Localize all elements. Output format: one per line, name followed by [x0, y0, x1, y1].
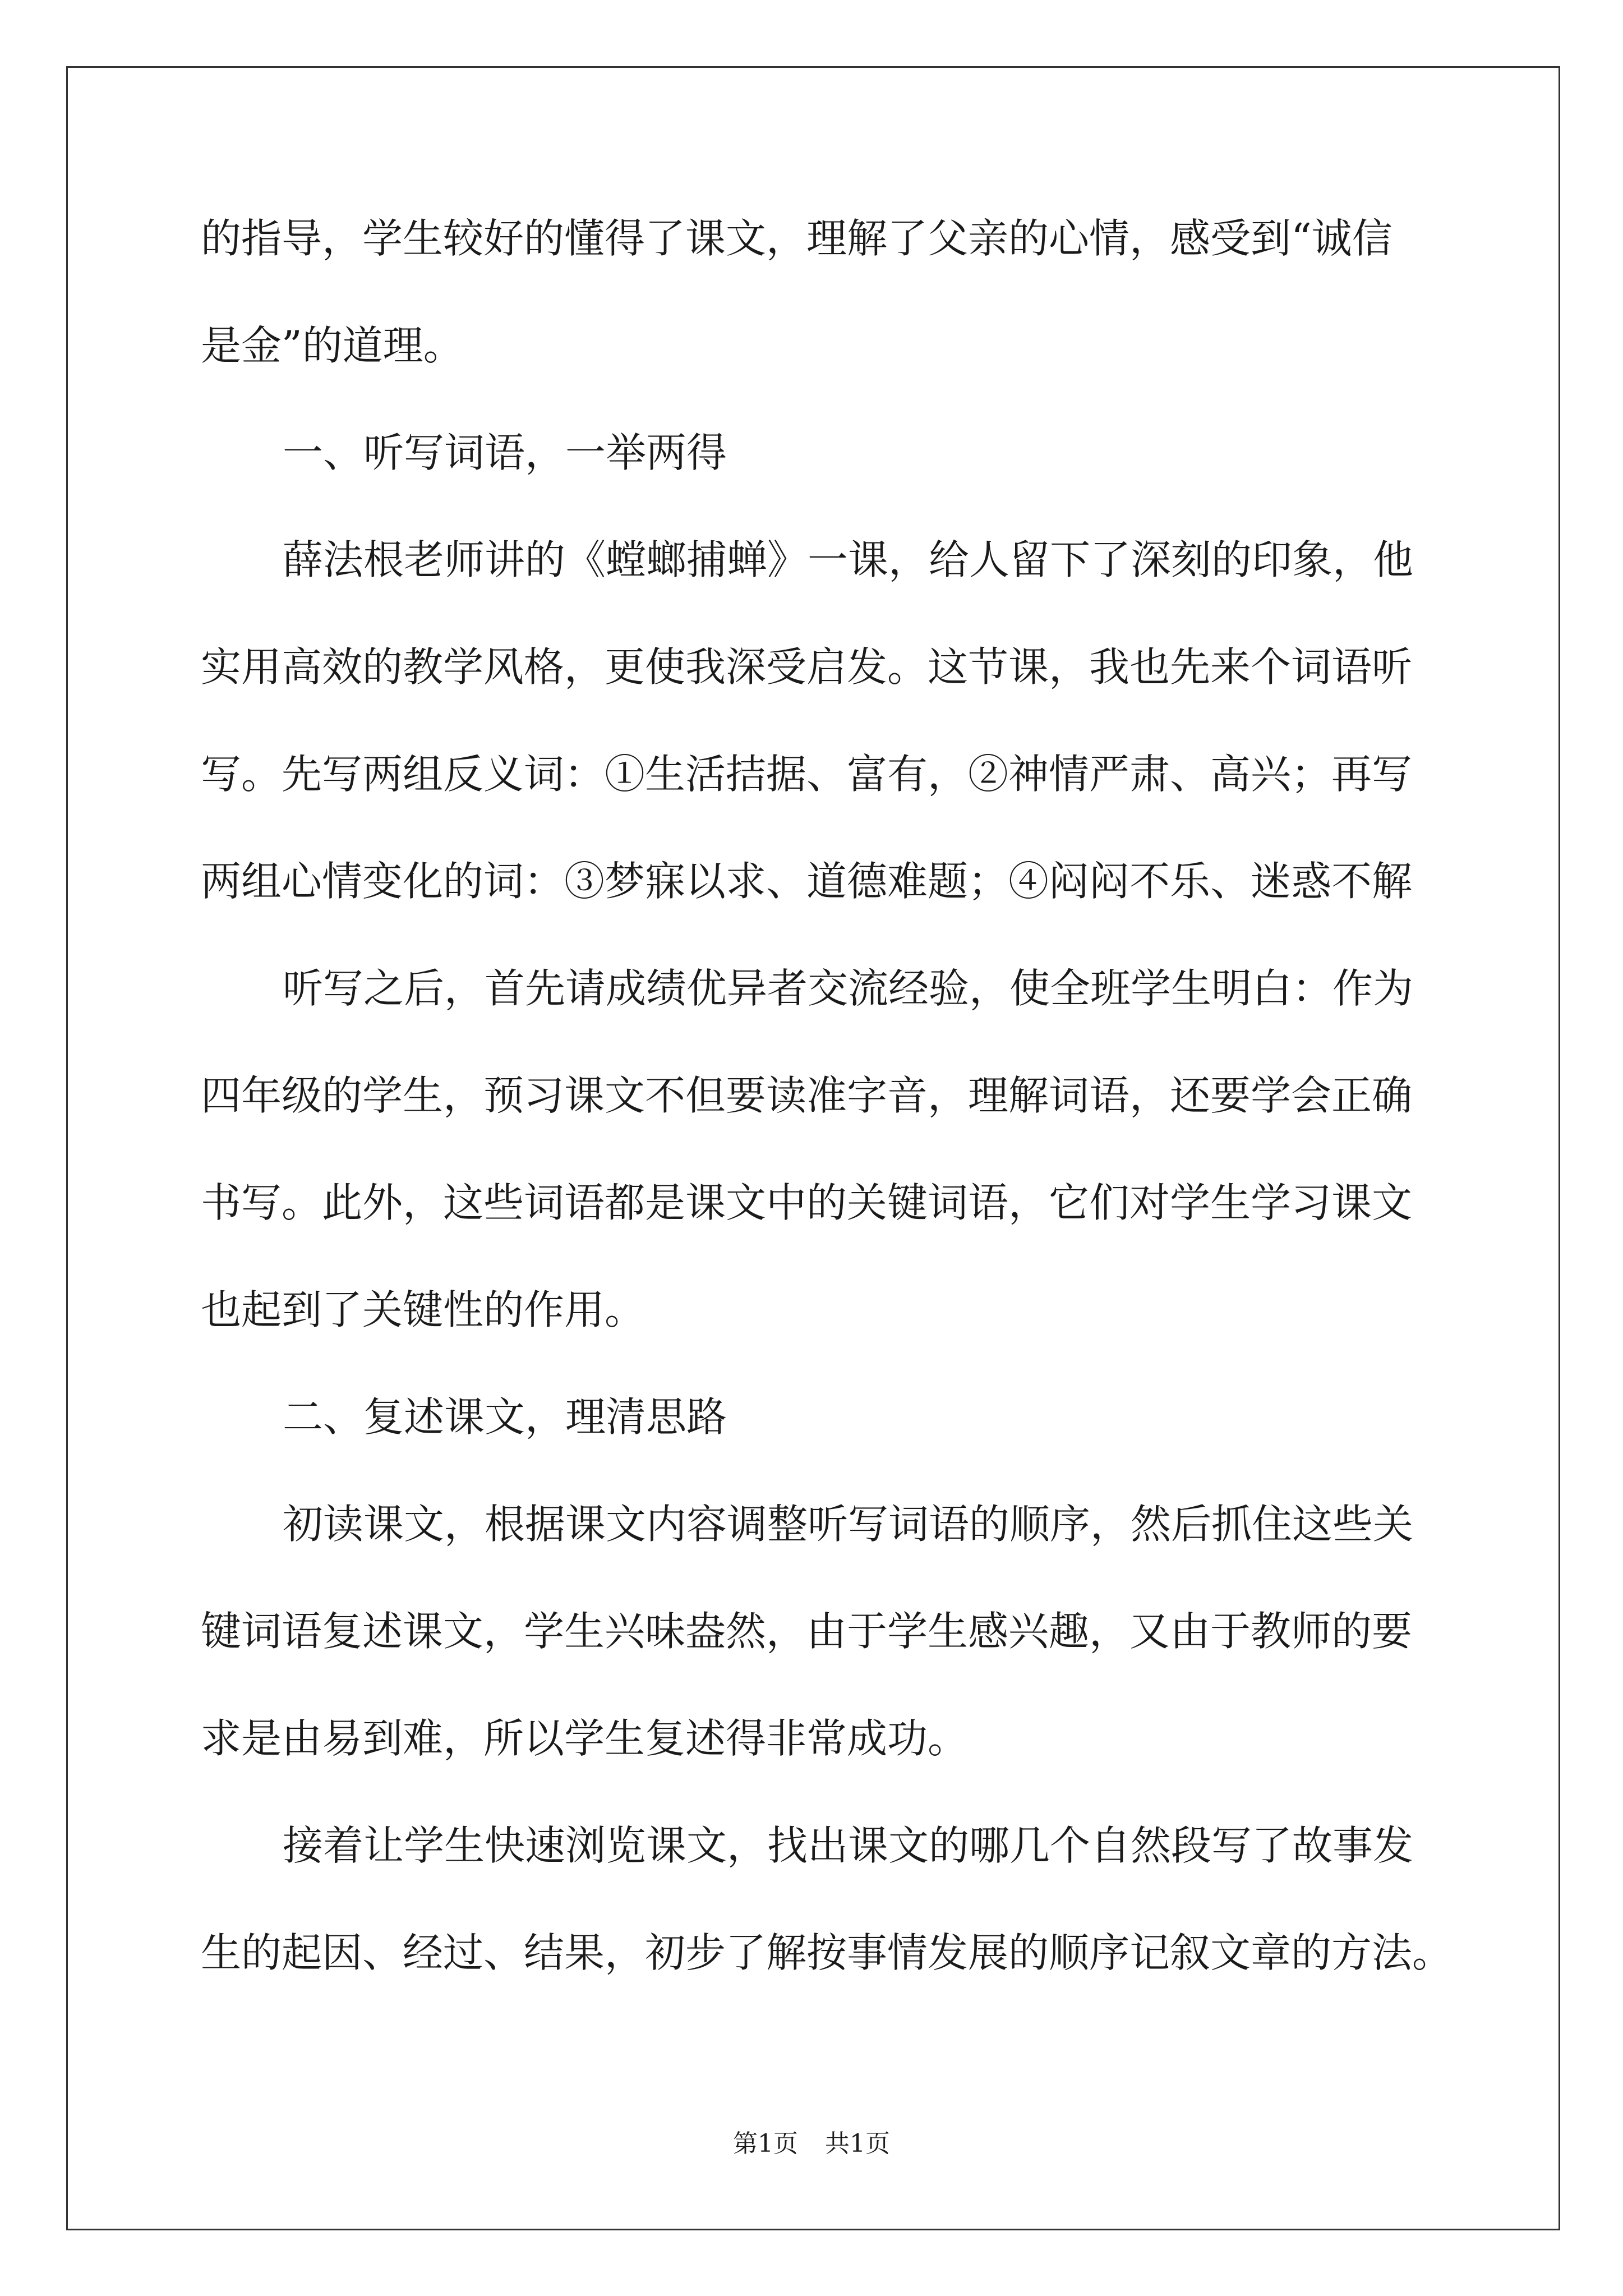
text-line: 实用高效的教学风格，更使我深受启发。这节课，我也先来个词语听	[201, 643, 1413, 691]
text-line: 两组心情变化的词：③梦寐以求、道德难题；④闷闷不乐、迷惑不解	[201, 858, 1413, 905]
text-line: 写。先写两组反义词：①生活拮据、富有，②神情严肃、高兴；再写	[201, 751, 1413, 798]
text-line: 求是由易到难，所以学生复述得非常成功。	[201, 1715, 969, 1762]
text-line: 听写之后，首先请成绩优异者交流经验，使全班学生明白：作为	[283, 965, 1414, 1012]
text-line: 键词语复述课文，学生兴味盎然，由于学生感兴趣，又由于教师的要	[201, 1608, 1413, 1655]
text-line: 四年级的学生，预习课文不但要读准字音，理解词语，还要学会正确	[201, 1072, 1413, 1119]
text-line: 薛法根老师讲的《螳螂捕蝉》一课，给人留下了深刻的印象，他	[283, 536, 1414, 583]
text-line: 初读课文，根据课文内容调整听写词语的顺序，然后抓住这些关	[283, 1501, 1414, 1548]
text-line: 接着让学生快速浏览课文，找出课文的哪几个自然段写了故事发	[283, 1822, 1414, 1869]
section-heading: 二、复述课文，理清思路	[283, 1393, 727, 1441]
text-line: 也起到了关键性的作用。	[201, 1286, 645, 1333]
text-line: 的指导，学生较好的懂得了课文，理解了父亲的心情，感受到“诚信	[201, 215, 1393, 262]
text-line: 是金”的道理。	[201, 322, 464, 369]
section-heading: 一、听写词语，一举两得	[283, 429, 727, 476]
text-line: 书写。此外，这些词语都是课文中的关键词语，它们对学生学习课文	[201, 1179, 1413, 1226]
total-pages: 共1页	[825, 2129, 890, 2158]
text-line: 生的起因、经过、结果，初步了解按事情发展的顺序记叙文章的方法。	[201, 1929, 1453, 1976]
page-footer	[0, 2127, 1623, 2161]
page-number: 第1页	[733, 2129, 798, 2158]
document-body	[201, 208, 1453, 2029]
